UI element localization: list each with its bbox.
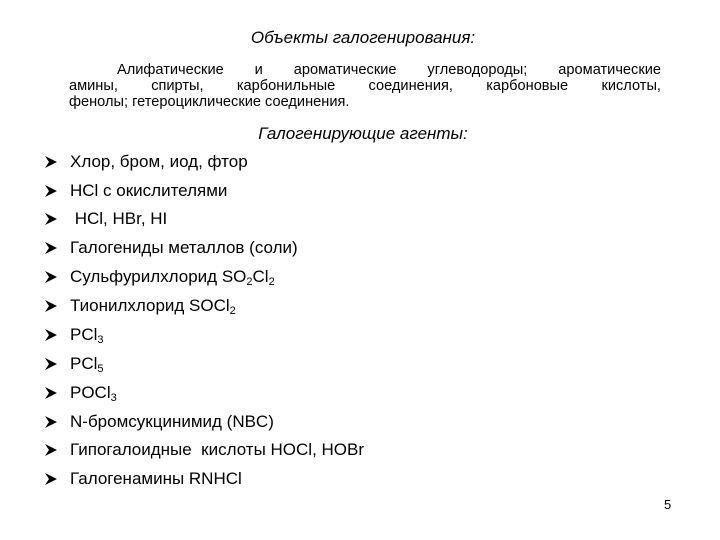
arrowhead-bullet-icon — [44, 415, 58, 429]
list-item-text — [70, 381, 117, 405]
formula-subscript: 2 — [229, 305, 236, 317]
paragraph-line: фенолы; гетероциклические соединения. — [69, 94, 350, 110]
paragraph-line: Алифатические и ароматические углеводороды; ароматические — [117, 62, 661, 78]
agents-heading-text: Галогенирующие агенты: — [258, 124, 468, 143]
arrowhead-bullet-icon — [44, 270, 58, 284]
objects-paragraph — [69, 62, 661, 110]
formula-text: Cl — [252, 267, 269, 286]
arrowhead-bullet-icon — [44, 386, 58, 400]
formula-subscript: 2 — [246, 276, 253, 288]
formula-subscript: 3 — [110, 392, 117, 404]
arrowhead-bullet-icon — [44, 328, 58, 342]
arrowhead-bullet-icon — [44, 472, 58, 486]
list-item-text — [70, 352, 104, 376]
formula-subscript: 3 — [97, 334, 104, 346]
list-item-text — [70, 294, 236, 318]
agents-heading — [0, 124, 720, 144]
arrowhead-bullet-icon — [44, 184, 58, 198]
formula-text: Тионилхлорид SOCl — [70, 296, 230, 315]
arrowhead-bullet-icon — [44, 241, 58, 255]
objects-heading-text: Объекты галогенирования: — [250, 28, 476, 47]
objects-heading — [0, 28, 720, 48]
formula-text: Сульфурилхлорид SO — [70, 267, 247, 286]
arrowhead-bullet-icon — [44, 299, 58, 313]
list-item-text: Галогенамины RNHCl — [70, 469, 242, 488]
arrowhead-bullet-icon — [44, 212, 58, 226]
list-item-text: N-бромсукцинимид (NBC) — [70, 412, 274, 431]
page-number: 5 — [664, 497, 672, 512]
formula-text: PCl — [70, 354, 98, 373]
list-item-text — [70, 265, 275, 289]
list-item-text: Гипогалоидные кислоты HOCl, HOBr — [70, 440, 365, 459]
formula-text: POCl — [70, 383, 111, 402]
list-item-text: HCl, HBr, HI — [70, 209, 168, 228]
list-item-text: Галогениды металлов (соли) — [70, 238, 298, 257]
list-item-text — [70, 323, 104, 347]
arrowhead-bullet-icon — [44, 155, 58, 169]
arrowhead-bullet-icon — [44, 443, 58, 457]
list-item-text: Хлор, бром, иод, фтор — [70, 152, 248, 171]
arrowhead-bullet-icon — [44, 357, 58, 371]
list-item-text: HCl с окислителями — [70, 181, 228, 200]
formula-text: PCl — [70, 325, 98, 344]
paragraph-line: амины, спирты, карбонильные соединения, карбоновые кислоты, — [69, 78, 661, 94]
formula-subscript: 5 — [97, 363, 104, 375]
formula-subscript: 2 — [268, 276, 275, 288]
